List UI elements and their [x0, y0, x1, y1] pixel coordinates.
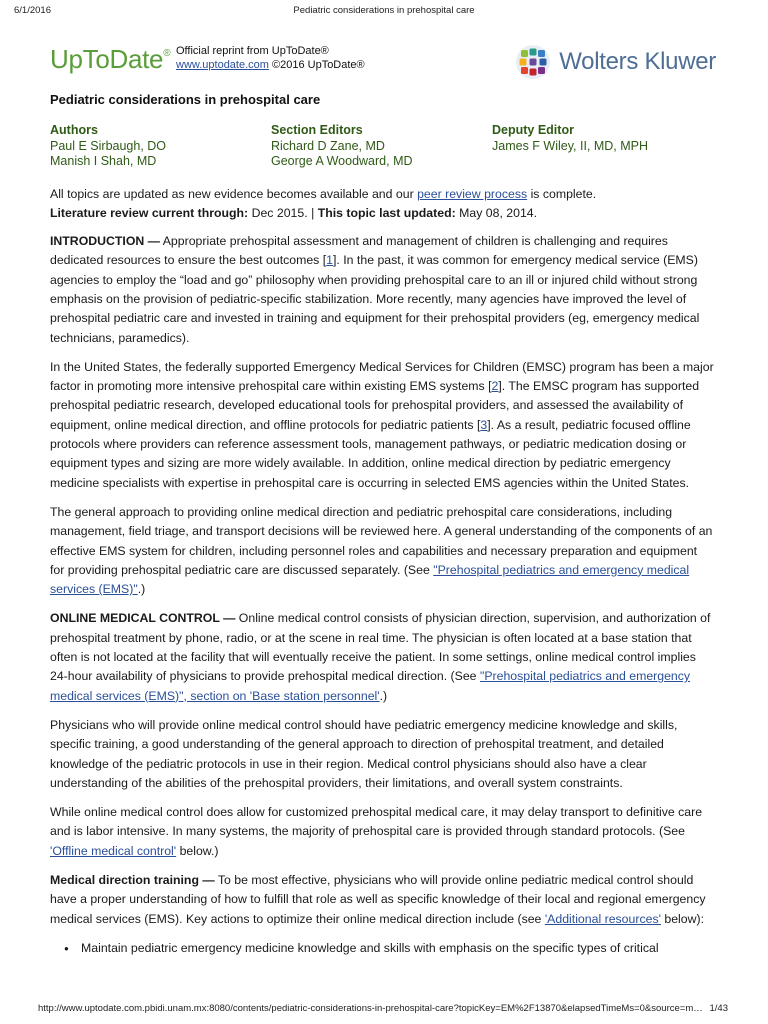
protocols-paragraph: While online medical control does allow for customized prehospital medical care, it may delay transport to definitive care and is labor intensive. In many systems, the majority of prehospital care is provided through standard protocols. (See 'Offline medical control' below.)	[50, 805, 703, 858]
medical-direction-training-paragraph: Medical direction training — To be most effective, physicians who will provide online pediatric medical control should have a proper understanding of how to fulfill that role as well as specific knowledge of their local and regional emergency medical services (EMS). Key actions to optimize their online medical direction include (see 'Additional resources' below):	[50, 873, 706, 926]
topic-title: Pediatric considerations in prehospital care	[50, 92, 321, 107]
section-link[interactable]: 'Offline medical control'	[50, 843, 177, 858]
subsection-heading: Medical direction training —	[50, 873, 215, 887]
credits	[50, 123, 714, 170]
author-name: Manish I Shah, MD	[50, 154, 157, 168]
introduction-paragraph: INTRODUCTION — Appropriate prehospital assessment and management of children is challenging and requires dedicated resources to ensure the best outcomes [1]. In the past, it was common for emergency medical service (EMS) agencies to employ the “load and go” philosophy when providing prehospital care to an ill or injured child without strong emphasis on the provision of pediatric-specific stabilization. More recently, many agencies have improved the level of prehospital pediatric care and invested in training and equipment for their prehospital providers (eg, emergency medical technicians, paramedics).	[50, 234, 700, 345]
wolters-kluwer-globe-icon	[515, 44, 551, 80]
reference-link[interactable]: 1	[326, 253, 334, 268]
section-editors-column	[271, 123, 492, 170]
section-heading: INTRODUCTION —	[50, 234, 160, 249]
author-name: Paul E Sirbaugh, DO	[50, 138, 167, 153]
print-date: 6/1/2016	[14, 5, 51, 16]
update-notice: All topics are updated as new evidence becomes available and our peer review process is complete. Literature review current through: Dec 2015. | This topic last updated: May 08, 2014.	[50, 186, 597, 220]
authors-label: Authors	[50, 123, 98, 137]
deputy-editor-label: Deputy Editor	[492, 123, 574, 137]
uptodate-link[interactable]: www.uptodate.com	[176, 59, 269, 71]
peer-review-link[interactable]: peer review process	[417, 186, 528, 201]
topic-link[interactable]: "Prehospital pediatrics and emergency medical services (EMS)", section on 'Base station personnel'	[50, 669, 691, 703]
literature-review-date: Dec 2015.	[251, 205, 308, 220]
topic-link[interactable]: "Prehospital pediatrics and emergency medical services (EMS)"	[50, 562, 690, 597]
reprint-copyright: ©2016 UpToDate®	[272, 59, 365, 71]
authors-column	[50, 123, 271, 170]
brand-row	[50, 38, 716, 94]
general-approach-paragraph: The general approach to providing online medical direction and pediatric prehospital care considerations, including management, field triage, and transport decisions will be reviewed here. A general understanding of the components of an effective EMS system for children, including personnel roles and capabilities and necessary preparation and equipment for providing prehospital pediatric care are discussed separately. (See "Prehospital pediatrics and emergency medical services (EMS)".)	[50, 504, 713, 597]
section-editors-label: Section Editors	[271, 123, 363, 137]
print-footer	[14, 1003, 754, 1017]
section-link[interactable]: 'Additional resources'	[544, 911, 661, 926]
page-number: 1/43	[709, 1003, 728, 1014]
last-updated-date: May 08, 2014.	[459, 205, 538, 220]
online-medical-control-paragraph: ONLINE MEDICAL CONTROL — Online medical control consists of physician direction, supervision, and authorization of prehospital treatment by phone, radio, or at the scene in real time. The physician is often located at a base station that often is not located at the facility that will eventually receive the patient. In some settings, online medical control implies 24-hour availability of physicians to provide prehospital medical direction. (See "Prehospital pediatrics and emergency medical services (EMS)", section on 'Base station personnel'.)	[50, 611, 711, 703]
reprint-line1: Official reprint from UpToDate®	[176, 45, 329, 57]
print-title: Pediatric considerations in prehospital care	[293, 5, 475, 16]
list-item: ● Maintain pediatric emergency medicine knowledge and skills with emphasis on the specific types of critical	[64, 939, 714, 958]
section-heading: ONLINE MEDICAL CONTROL —	[50, 611, 236, 626]
print-url: http://www.uptodate.com.pbidi.unam.mx:8080/contents/pediatric-considerations-in-prehospital-care?topicKey=EM%2F13870&elapsedTimeMs=0&source=m…	[38, 1003, 703, 1014]
section-editor-name: Richard D Zane, MD	[271, 138, 385, 153]
print-header	[14, 5, 754, 19]
reference-link[interactable]: 2	[491, 379, 499, 394]
section-editor-name: George A Woodward, MD	[271, 154, 413, 168]
deputy-editor-column	[492, 123, 648, 170]
physician-skills-paragraph: Physicians who will provide online medical control should have pediatric emergency medicine knowledge and skills, specific training, a good understanding of the general approach to direction of prehospital treatment, and detailed knowledge of the pediatric protocols in use in their region. Medical control physicians should also have a clear understanding of the abilities of the prehospital providers, their limitations, and overall system constraints.	[50, 717, 678, 790]
wolters-kluwer-wordmark: Wolters Kluwer	[559, 48, 716, 75]
uptodate-logo: UpToDate®	[50, 44, 171, 74]
article-content	[50, 92, 714, 958]
action-list	[50, 939, 714, 958]
literature-review-label: Literature review current through:	[50, 205, 249, 220]
reprint-notice	[176, 44, 365, 72]
wolters-kluwer-logo	[515, 42, 716, 82]
last-updated-label: This topic last updated:	[317, 205, 456, 220]
deputy-editor-name: James F Wiley, II, MD, MPH	[492, 138, 649, 153]
emsc-paragraph: In the United States, the federally supported Emergency Medical Services for Children (EMSC) program has been a major factor in promoting more intensive prehospital care within existing EMS systems [2]. The EMSC program has supported prehospital pediatric research, developed educational tools for prehospital providers, and assessed the availability of equipment, online medical direction, and offline protocols for pediatric patients [3]. As a result, pediatric focused offline protocols where providers can reference assessment tools, management pathways, or pediatric medication dosing or equipment types and sizing are more widely available. In addition, online medical direction by pediatric emergency medicine specialists with expertise in prehospital care is occurring in selected EMS agencies within the United States.	[50, 359, 714, 490]
reference-link[interactable]: 3	[480, 417, 488, 432]
